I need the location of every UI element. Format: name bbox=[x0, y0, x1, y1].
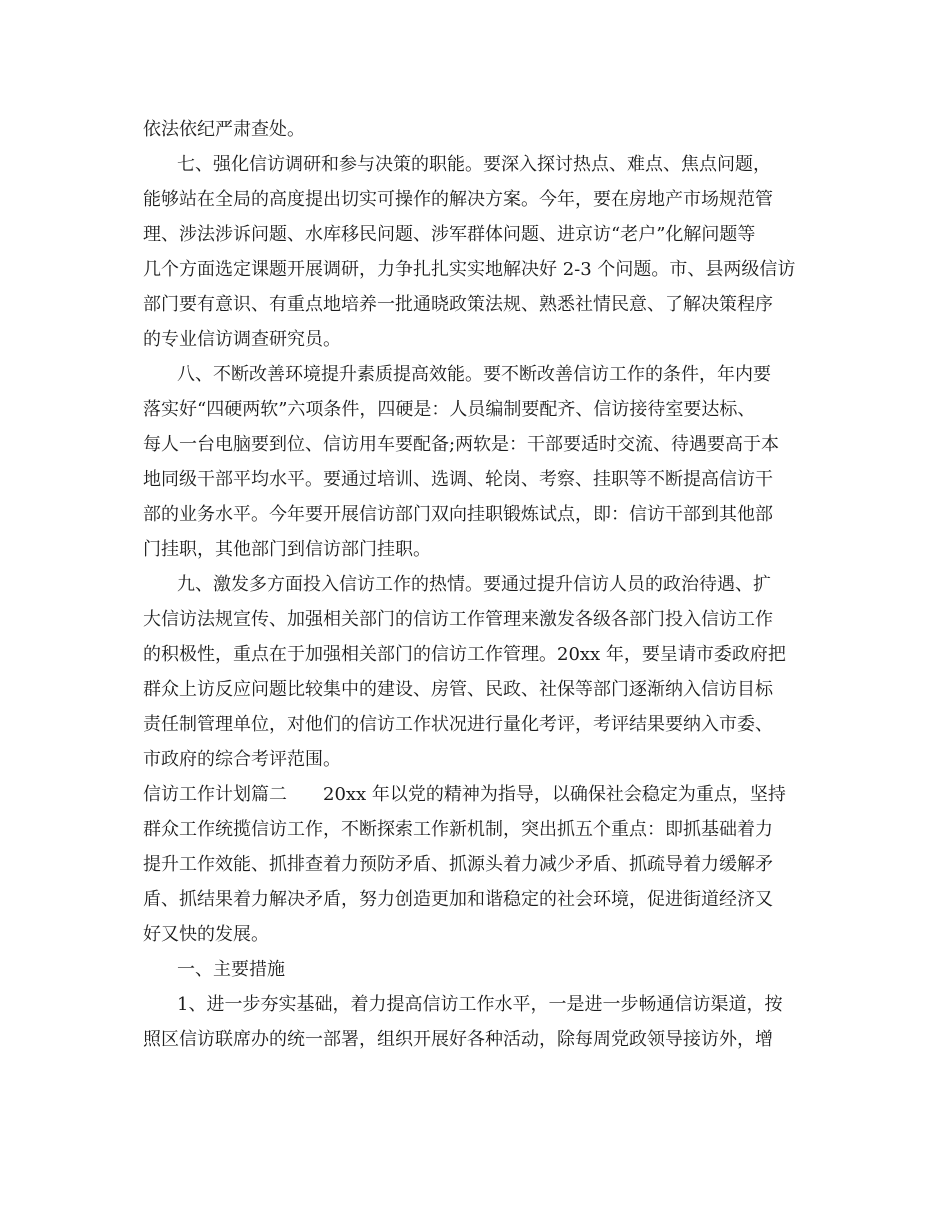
text-line: 群众上访反应问题比较集中的建设、房管、民政、社保等部门逐渐纳入信访目标 bbox=[143, 679, 773, 700]
section-heading-line bbox=[143, 785, 786, 805]
text-line: 市政府的综合考评范围。 bbox=[143, 749, 341, 770]
text-line: 九、激发多方面投入信访工作的热情。要通过提升信访人员的政治待遇、扩 bbox=[177, 574, 771, 595]
text-line: 1、进一步夯实基础，着力提高信访工作水平，一是进一步畅通信访渠道，按 bbox=[177, 994, 783, 1015]
text-line: 部的业务水平。今年要开展信访部门双向挂职锻炼试点，即：信访干部到其他部 bbox=[143, 504, 773, 525]
text-line: 盾、抓结果着力解决矛盾，努力创造更加和谐稳定的社会环境，促进街道经济又 bbox=[143, 889, 773, 910]
text-line: 责任制管理单位，对他们的信访工作状况进行量化考评，考评结果要纳入市委、 bbox=[143, 714, 773, 735]
text-line: 地同级干部平均水平。要通过培训、选调、轮岗、考察、挂职等不断提高信访干 bbox=[143, 469, 773, 490]
text-line: 群众工作统揽信访工作，不断探索工作新机制，突出抓五个重点：即抓基础着力 bbox=[143, 819, 773, 840]
text-line: 能够站在全局的高度提出切实可操作的解决方案。今年，要在房地产市场规范管 bbox=[143, 189, 773, 210]
text-run: 20xx 年以党的精神为指导，以确保社会稳定为重点，坚持 bbox=[323, 784, 786, 805]
text-line: 八、不断改善环境提升素质提高效能。要不断改善信访工作的条件，年内要 bbox=[177, 364, 771, 385]
text-line: 依法依纪严肃查处。 bbox=[143, 119, 305, 140]
text-line: 理、涉法涉诉问题、水库移民问题、涉军群体问题、进京访“老户”化解问题等 bbox=[143, 224, 756, 245]
section-heading: 信访工作计划篇二 bbox=[143, 784, 287, 805]
text-line: 大信访法规宣传、加强相关部门的信访工作管理来激发各级各部门投入信访工作 bbox=[143, 609, 773, 630]
subheading: 一、主要措施 bbox=[177, 959, 285, 980]
text-line: 部门要有意识、有重点地培养一批通晓政策法规、熟悉社情民意、了解决策程序 bbox=[143, 294, 773, 315]
text-line: 提升工作效能、抓排查着力预防矛盾、抓源头着力减少矛盾、抓疏导着力缓解矛 bbox=[143, 854, 773, 875]
text-line: 每人一台电脑要到位、信访用车要配备;两软是：干部要适时交流、待遇要高于本 bbox=[143, 434, 780, 455]
text-line: 七、强化信访调研和参与决策的职能。要深入探讨热点、难点、焦点问题， bbox=[177, 154, 771, 175]
text-line: 的积极性，重点在于加强相关部门的信访工作管理。20xx 年，要呈请市委政府把 bbox=[143, 644, 786, 665]
text-line: 几个方面选定课题开展调研，力争扎扎实实地解决好 2-3 个问题。市、县两级信访 bbox=[143, 259, 796, 280]
text-line: 好又快的发展。 bbox=[143, 924, 269, 945]
text-line: 落实好“四硬两软”六项条件，四硬是：人员编制要配齐、信访接待室要达标、 bbox=[143, 399, 756, 420]
text-line: 照区信访联席办的统一部署，组织开展好各种活动，除每周党政领导接访外，增 bbox=[143, 1029, 773, 1050]
text-line: 的专业信访调查研究员。 bbox=[143, 329, 341, 350]
text-line: 门挂职，其他部门到信访部门挂职。 bbox=[143, 539, 431, 560]
